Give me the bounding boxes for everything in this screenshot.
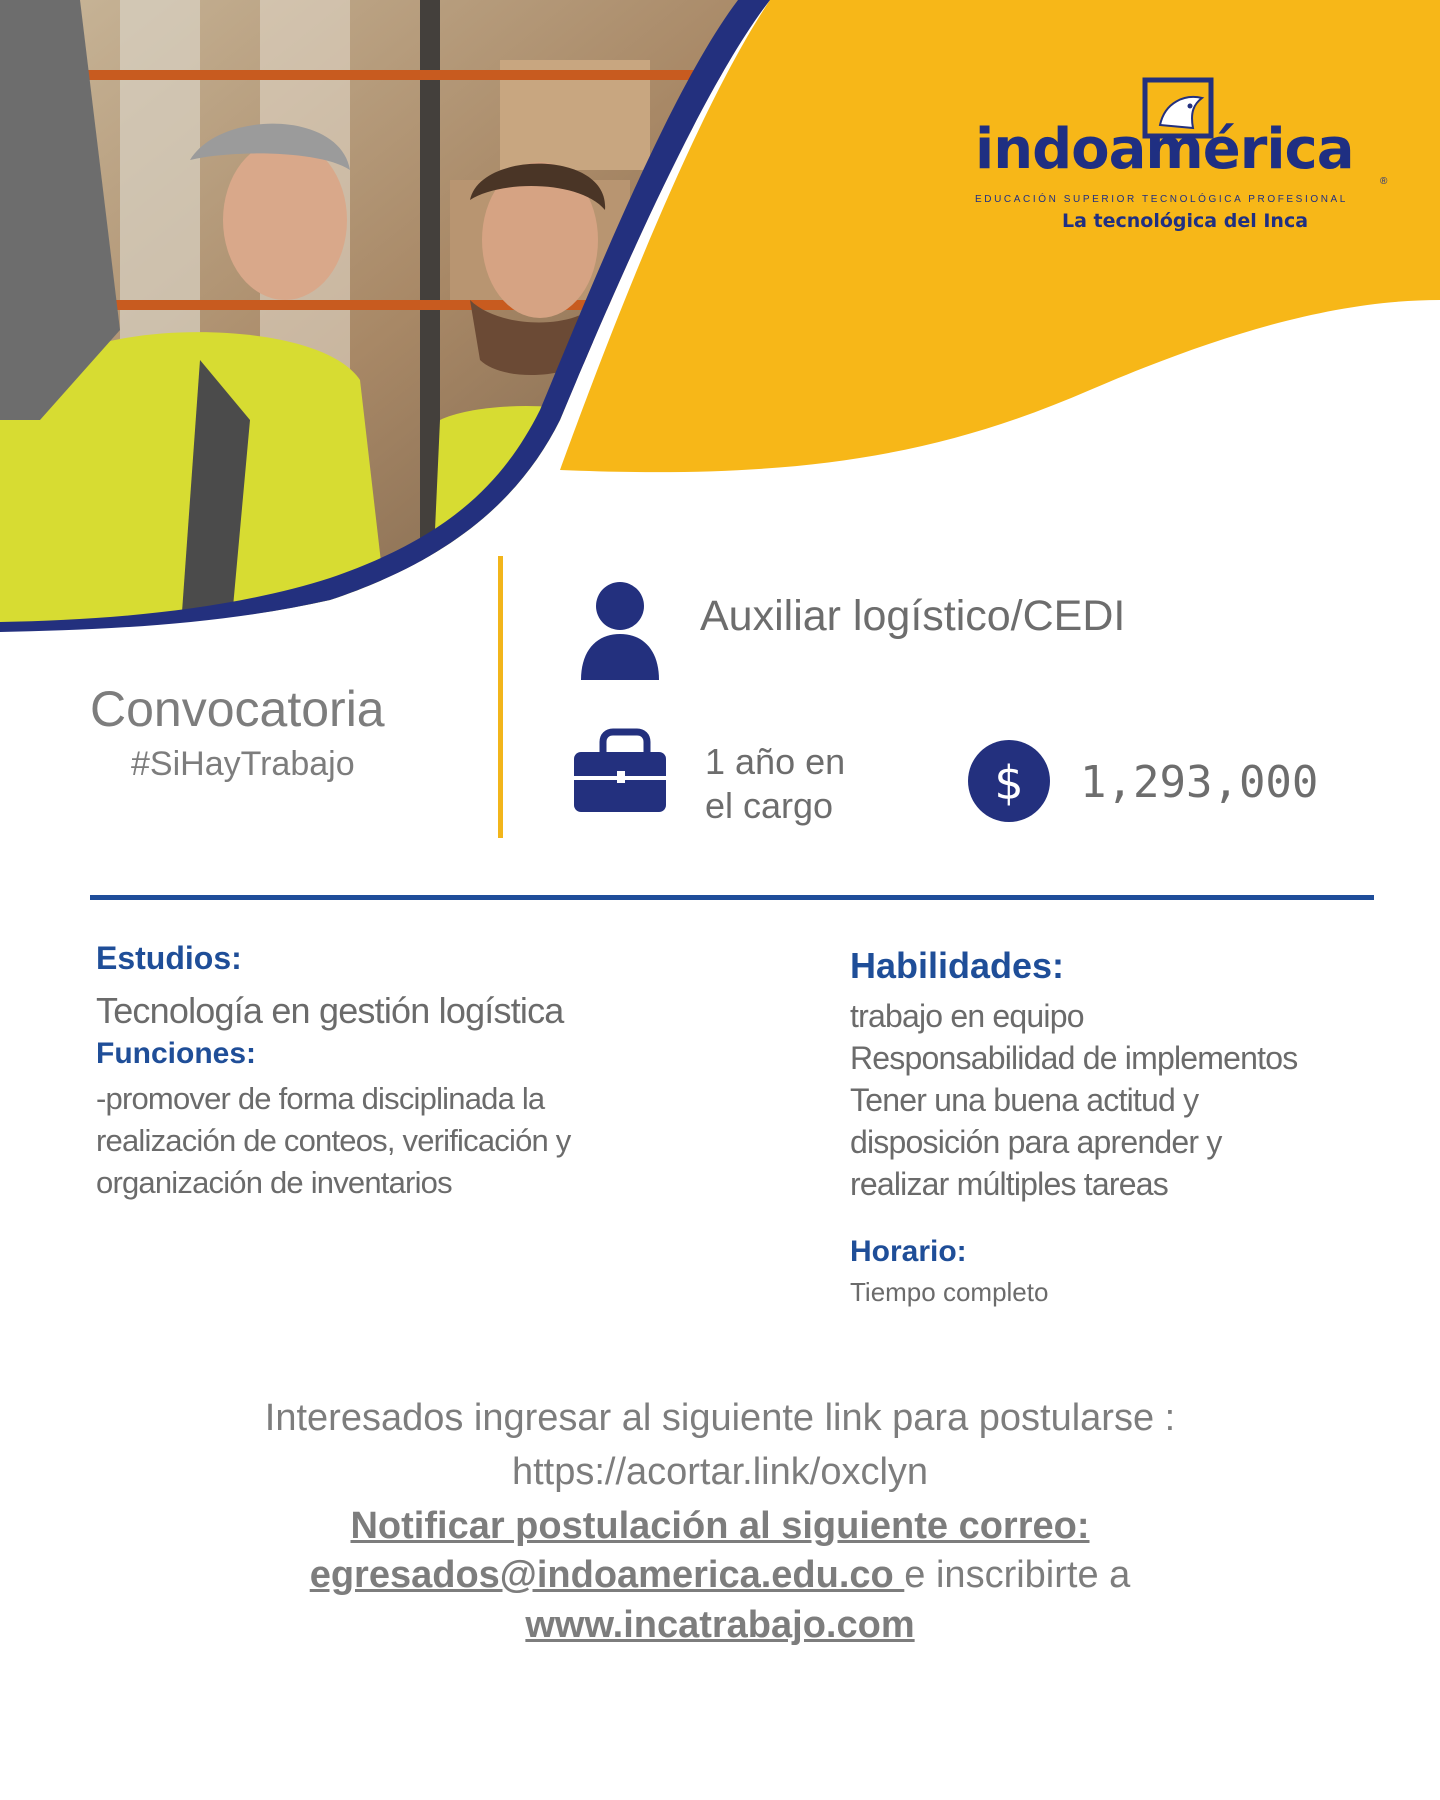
- convocatoria-title: Convocatoria: [90, 681, 385, 737]
- experience-text: [705, 740, 905, 828]
- funciones-heading: Funciones:: [96, 1037, 257, 1070]
- logo-brand: indoamérica: [975, 117, 1354, 182]
- logo-registered: ®: [1380, 176, 1388, 187]
- job-title: Auxiliar logístico/CEDI: [700, 592, 1126, 640]
- habilidades-line: Responsabilidad de implementos: [850, 1040, 1298, 1076]
- horario-text: Tiempo completo: [850, 1277, 1049, 1307]
- logo-subtitle: EDUCACIÓN SUPERIOR TECNOLÓGICA PROFESIONAL: [975, 194, 1348, 205]
- horario-heading: Horario:: [850, 1235, 967, 1268]
- email-link[interactable]: egresados@indoamerica.edu.co: [309, 1554, 905, 1596]
- dollar-icon: [968, 740, 1050, 822]
- notify-instructions: Notificar postulación al siguiente correo:: [350, 1505, 1090, 1547]
- person-icon: [581, 582, 659, 680]
- email-line: [0, 1554, 1440, 1597]
- estudios-heading: Estudios:: [96, 940, 242, 976]
- funciones-text: [96, 1078, 656, 1204]
- application-link[interactable]: https://acortar.link/oxclyn: [511, 1451, 929, 1493]
- funciones-line: -promover de forma disciplinada la: [96, 1081, 545, 1116]
- email-line-suffix: e inscribirte a: [904, 1554, 1131, 1596]
- horizontal-divider: [90, 895, 1374, 900]
- habilidades-text: [850, 995, 1370, 1205]
- convocatoria-hashtag: #SiHayTrabajo: [131, 745, 355, 783]
- website-link[interactable]: www.incatrabajo.com: [525, 1604, 915, 1646]
- habilidades-line: trabajo en equipo: [850, 998, 1084, 1034]
- habilidades-heading: Habilidades:: [850, 945, 1065, 986]
- habilidades-line: realizar múltiples tareas: [850, 1166, 1168, 1202]
- experience-line2: el cargo: [705, 785, 834, 826]
- funciones-line: organización de inventarios: [96, 1165, 452, 1200]
- briefcase-icon: [574, 732, 666, 812]
- funciones-line: realización de conteos, verificación y: [96, 1123, 571, 1158]
- experience-line1: 1 año en: [705, 741, 846, 782]
- habilidades-line: disposición para aprender y: [850, 1124, 1222, 1160]
- vertical-divider: [498, 556, 503, 838]
- habilidades-line: Tener una buena actitud y: [850, 1082, 1199, 1118]
- logo-tagline: La tecnológica del Inca: [1062, 210, 1309, 232]
- svg-text:$: $: [994, 756, 1024, 810]
- salary-value: 1,293,000: [1080, 757, 1319, 808]
- estudios-text: Tecnología en gestión logística: [96, 990, 564, 1031]
- footer-instructions: Interesados ingresar al siguiente link para postularse :: [264, 1397, 1176, 1439]
